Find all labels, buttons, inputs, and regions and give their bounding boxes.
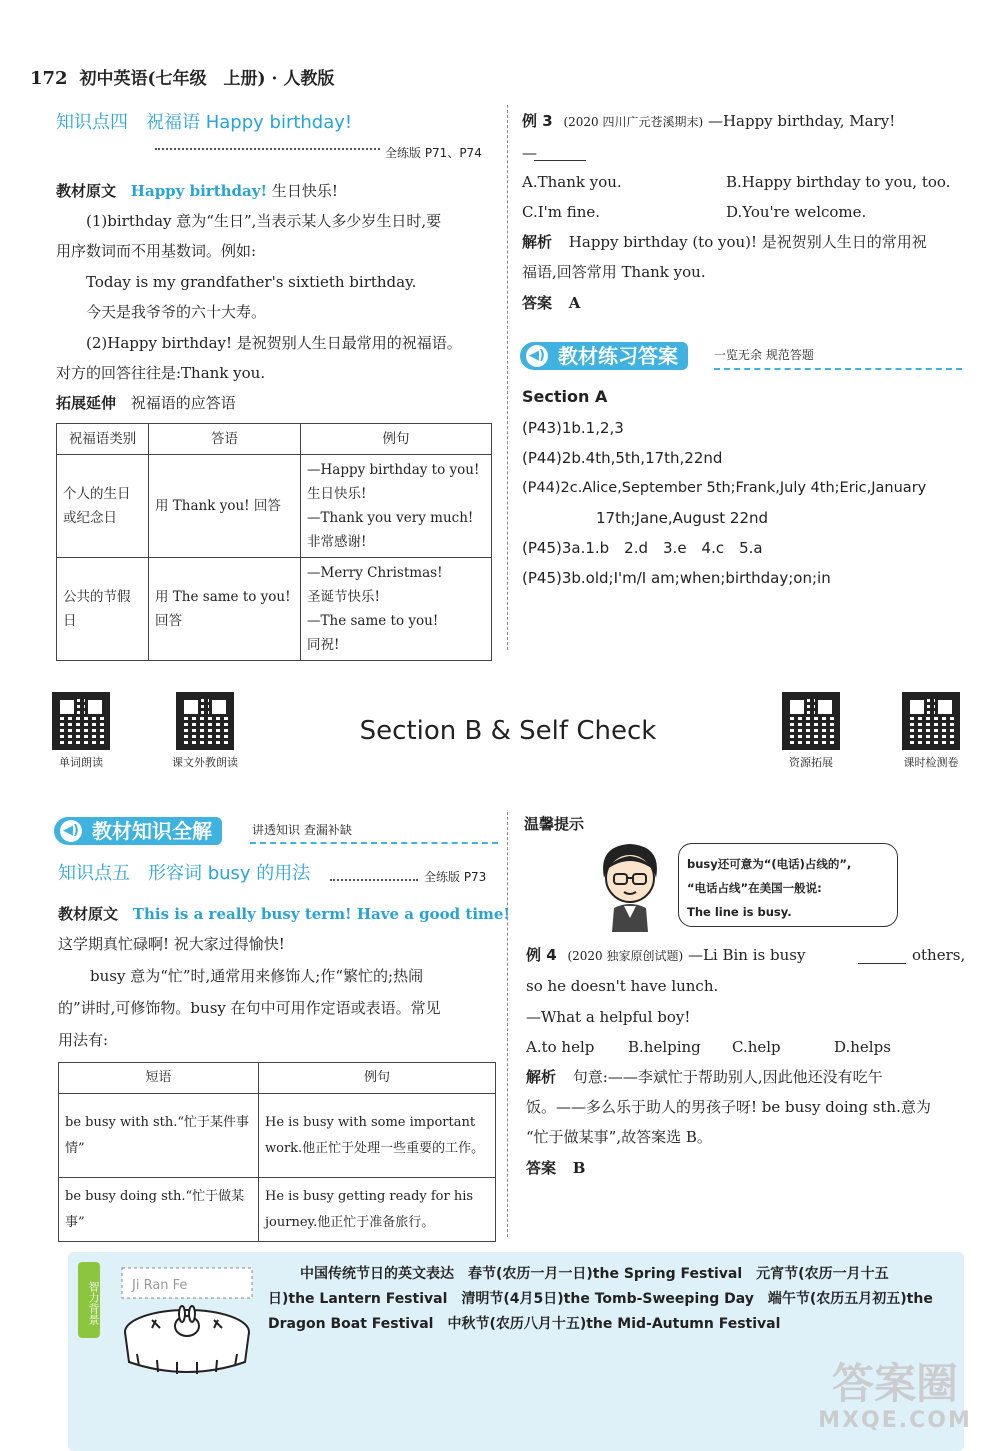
option-d: D.You're welcome. bbox=[726, 203, 867, 221]
answer-label: 答案 bbox=[526, 1159, 557, 1177]
example-line: 生日快乐! bbox=[307, 486, 367, 502]
answer-line: (P44)2c.Alice,September 5th;Frank,July 4th;Eric,January bbox=[522, 480, 927, 496]
knowledge-banner-title: 教材知识全解 bbox=[92, 819, 212, 843]
kp5-ref: 全练版 P73 bbox=[424, 870, 487, 884]
table-header: 例句 bbox=[259, 1063, 496, 1094]
analysis-text: “忙于做某事”,故答案选 B。 bbox=[526, 1128, 712, 1146]
example-line: —The same to you! bbox=[307, 613, 439, 629]
kp5-para: busy 意为“忙”时,通常用来修饰人;作“繁忙的;热闹 bbox=[90, 967, 424, 985]
section-a-title: Section A bbox=[522, 387, 608, 406]
answer-blank bbox=[534, 160, 586, 161]
qr-label: 资源拓展 bbox=[789, 756, 833, 769]
analysis-text: 句意:——李斌忙于帮助别人,因此他还没有吃午 bbox=[572, 1068, 883, 1086]
table-row bbox=[59, 1178, 496, 1242]
orig-english: This is a really busy term! Have a good time! bbox=[132, 905, 511, 923]
column-divider bbox=[507, 812, 508, 1237]
table-cell: be busy doing sth.“忙于做某事” bbox=[59, 1178, 259, 1242]
example4-source: (2020 独家原创试题) bbox=[567, 949, 684, 963]
speaker-icon: ◀) bbox=[526, 345, 548, 367]
option-c: C.I'm fine. bbox=[522, 203, 601, 221]
answer-line: (P45)3a.1.b 2.d 3.e 4.c 5.a bbox=[522, 539, 763, 557]
table-cell: 用 The same to you! 回答 bbox=[149, 558, 301, 661]
table-header: 例句 bbox=[301, 424, 492, 455]
footer-side-tab: 智力背景 bbox=[78, 1262, 100, 1338]
footer-text: 日)the Lantern Festival 清明节(4月5日)the Tomb-Sweeping Day 端午节(农历五月初五)the bbox=[268, 1291, 933, 1307]
blessing-table bbox=[56, 423, 492, 661]
bubble-line: The line is busy. bbox=[687, 905, 792, 919]
cartoon-boy-icon bbox=[590, 838, 670, 934]
example-line: —Thank you very much! bbox=[307, 510, 474, 526]
speech-bubble bbox=[678, 843, 898, 927]
tip-label: 温馨提示 bbox=[524, 815, 585, 833]
kp5-title: 知识点五 形容词 busy 的用法 bbox=[58, 863, 311, 884]
orig-chinese: 这学期真忙碌啊! 祝大家过得愉快! bbox=[58, 935, 285, 953]
example4-question: —What a helpful boy! bbox=[526, 1008, 691, 1026]
section-b-title: Section B & Self Check bbox=[359, 716, 657, 746]
example3-question: —Happy birthday, Mary! bbox=[707, 112, 896, 130]
example3-label: 例 3 bbox=[522, 112, 553, 130]
analysis-text: 福语,回答常用 Thank you. bbox=[522, 263, 706, 281]
answer-line: (P44)2b.4th,5th,17th,22nd bbox=[522, 449, 723, 467]
banner-underline bbox=[714, 368, 962, 370]
option-a: A.Thank you. bbox=[522, 173, 622, 191]
watermark-logo bbox=[800, 1360, 990, 1434]
option-a: A.to help bbox=[526, 1038, 595, 1056]
kp5-para: 的”讲时,可修饰物。busy 在句中可用作定语或表语。常见 bbox=[58, 999, 441, 1017]
page-number: 172 bbox=[30, 68, 68, 89]
table-header: 短语 bbox=[59, 1063, 259, 1094]
answers-banner bbox=[520, 342, 688, 370]
knowledge-banner bbox=[54, 817, 222, 845]
kp5-para: 用法有: bbox=[58, 1031, 109, 1049]
example-line: —Merry Christmas! bbox=[307, 565, 443, 581]
option-c: C.help bbox=[732, 1038, 781, 1056]
option-b: B.Happy birthday to you, too. bbox=[726, 173, 951, 191]
orig-label: 教材原文 bbox=[58, 905, 119, 923]
example4-question: so he doesn't have lunch. bbox=[526, 977, 719, 995]
answer-value: A bbox=[568, 294, 581, 312]
knowledge-banner-tag: 讲透知识 查漏补缺 bbox=[252, 823, 352, 837]
table-row bbox=[57, 558, 492, 661]
example-line: 圣诞节快乐! bbox=[307, 589, 380, 605]
kp4-para1a: (1)birthday 意为“生日”,当表示某人多少岁生日时,要 bbox=[86, 212, 442, 230]
bubble-line: “电话占线”在美国一般说: bbox=[687, 881, 822, 895]
analysis-label: 解析 bbox=[522, 233, 553, 251]
example4-question: —Li Bin is busy bbox=[687, 946, 806, 964]
column-divider bbox=[507, 105, 508, 650]
example4-question: others, bbox=[912, 946, 966, 964]
qr-code-icon[interactable] bbox=[52, 692, 110, 750]
busy-usage-table bbox=[58, 1062, 496, 1242]
table-cell bbox=[301, 455, 492, 558]
table-cell: 用 Thank you! 回答 bbox=[149, 455, 301, 558]
watermark-text: MXQE.COM bbox=[818, 1408, 972, 1433]
table-header-row bbox=[57, 424, 492, 455]
analysis-text: Happy birthday (to you)! 是祝贺别人生日的常用祝 bbox=[568, 233, 927, 251]
page-header bbox=[30, 64, 334, 89]
footer-text: 中国传统节日的英文表达 春节(农历一月一日)the Spring Festival 元宵节(农历一月十五 bbox=[300, 1266, 889, 1282]
kp4-para2a: (2)Happy birthday! 是祝贺别人生日最常用的祝福语。 bbox=[86, 334, 462, 352]
kp4-ref: 全练版 P71、P74 bbox=[385, 146, 482, 160]
example4-label: 例 4 bbox=[526, 946, 557, 964]
qr-label: 课文外教朗读 bbox=[172, 756, 238, 769]
kp4-para2b: 对方的回答往往是:Thank you. bbox=[56, 364, 266, 382]
example3-source: (2020 四川广元苍溪期末) bbox=[563, 115, 704, 129]
footer-text: Dragon Boat Festival 中秋节(农历八月十五)the Mid-Autumn Festival bbox=[268, 1316, 781, 1332]
analysis-text: 饭。——多么乐于助人的男孩子呀! be busy doing sth.意为 bbox=[526, 1098, 931, 1116]
orig-label: 教材原文 bbox=[56, 182, 117, 200]
table-row bbox=[57, 455, 492, 558]
answer-dash: — bbox=[522, 144, 537, 162]
answers-banner-tag: 一览无余 规范答题 bbox=[714, 348, 814, 362]
answer-line: 17th;Jane,August 22nd bbox=[596, 509, 769, 527]
answers-banner-title: 教材练习答案 bbox=[558, 344, 678, 368]
footer-line bbox=[300, 1264, 889, 1284]
bubble-line: busy还可意为“(电话)占线的”, bbox=[687, 857, 852, 871]
example-line: —Happy birthday to you! bbox=[307, 462, 480, 478]
mooncake-icon bbox=[112, 1262, 262, 1382]
kp5-dotted-leader bbox=[330, 879, 418, 881]
table-header-row bbox=[59, 1063, 496, 1094]
qr-code-icon[interactable] bbox=[902, 692, 960, 750]
answer-blank bbox=[858, 963, 906, 964]
answer-line: (P45)3b.old;I'm/I am;when;birthday;on;in bbox=[522, 569, 831, 587]
table-header: 答语 bbox=[149, 424, 301, 455]
analysis-label: 解析 bbox=[526, 1068, 557, 1086]
table-row bbox=[59, 1094, 496, 1178]
option-d: D.helps bbox=[834, 1038, 891, 1056]
answer-label: 答案 bbox=[522, 294, 553, 312]
footer-line bbox=[268, 1289, 933, 1309]
footer-line bbox=[268, 1314, 780, 1334]
qr-label: 单词朗读 bbox=[59, 756, 103, 769]
table-cell: 公共的节假日 bbox=[57, 558, 149, 661]
kp4-dotted-leader bbox=[155, 148, 380, 150]
qr-label: 课时检测卷 bbox=[903, 756, 959, 769]
speaker-icon: ◀) bbox=[60, 820, 82, 842]
table-cell: be busy with sth.“忙于某件事情” bbox=[59, 1094, 259, 1178]
orig-english: Happy birthday! bbox=[130, 182, 268, 200]
banner-underline bbox=[250, 842, 498, 844]
orig-chinese: 生日快乐! bbox=[271, 182, 338, 200]
ext-text: 祝福语的应答语 bbox=[130, 394, 236, 412]
kp4-title: 知识点四 祝福语 Happy birthday! bbox=[56, 112, 353, 133]
table-cell: He is busy with some important work.他正忙于处理一些重要的工作。 bbox=[259, 1094, 496, 1178]
answer-value: B bbox=[572, 1159, 586, 1177]
watermark-text: 答案圈 bbox=[831, 1359, 958, 1408]
table-cell: He is busy getting ready for his journey.他正忙于准备旅行。 bbox=[259, 1178, 496, 1242]
kp4-example-en: Today is my grandfather's sixtieth birthday. bbox=[86, 273, 417, 291]
example-line: 非常感谢! bbox=[307, 534, 367, 550]
book-title: 初中英语(七年级 上册) · 人教版 bbox=[79, 69, 335, 89]
table-cell bbox=[301, 558, 492, 661]
kp4-para1b: 用序数词而不用基数词。例如: bbox=[56, 242, 257, 260]
example-line: 同祝! bbox=[307, 637, 340, 653]
qr-code-icon[interactable] bbox=[782, 692, 840, 750]
kp4-example-cn: 今天是我爷爷的六十大寿。 bbox=[86, 303, 267, 321]
answer-line: (P43)1b.1,2,3 bbox=[522, 419, 624, 437]
table-cell: 个人的生日或纪念日 bbox=[57, 455, 149, 558]
qr-code-icon[interactable] bbox=[176, 692, 234, 750]
option-b: B.helping bbox=[628, 1038, 701, 1056]
table-header: 祝福语类别 bbox=[57, 424, 149, 455]
cake-label: Ji Ran Fe bbox=[132, 1278, 188, 1293]
ext-label: 拓展延伸 bbox=[56, 394, 117, 412]
